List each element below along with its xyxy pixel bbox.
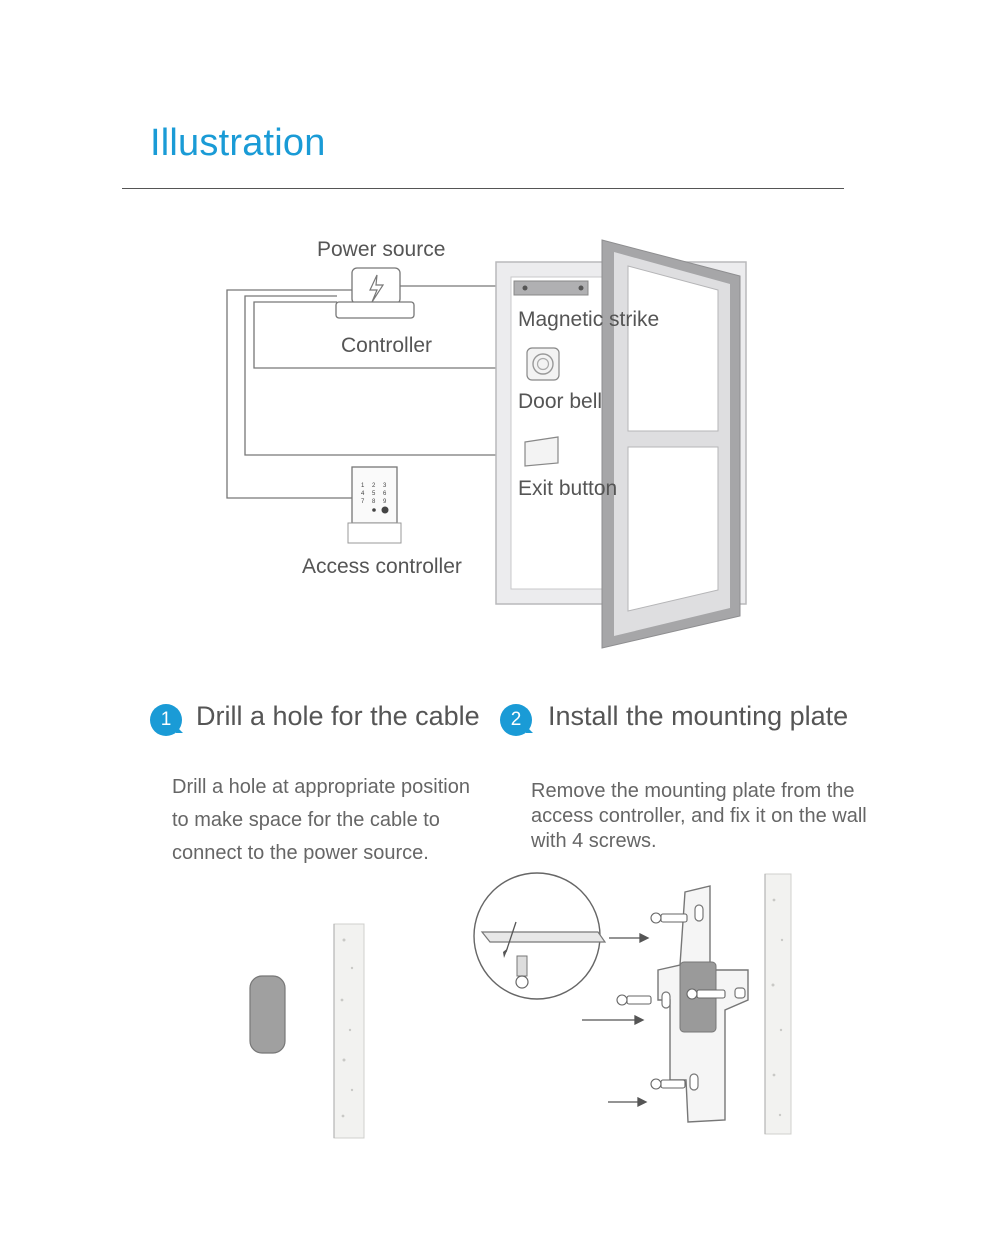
wire-exit-button <box>245 296 525 455</box>
step-2-body: Remove the mounting plate from the access controller, and fix it on the wall with 4 screws. <box>531 780 867 852</box>
cable-hole <box>250 976 285 1053</box>
step-1-body: Drill a hole at appropriate position to make space for the cable to connect to the power source. <box>172 776 470 864</box>
access-controller-device <box>348 467 401 543</box>
door-bell-device <box>527 348 559 380</box>
label-door-bell: Door bell <box>518 390 603 413</box>
controller-device <box>336 268 414 318</box>
power-source-box <box>352 268 400 304</box>
label-power-source: Power source <box>317 238 446 261</box>
step-1-title: Drill a hole for the cable <box>196 701 480 731</box>
door <box>496 240 746 648</box>
door-glass-lower <box>628 447 718 611</box>
keypad-key: 3 <box>383 483 387 489</box>
step-1-badge: 1 <box>150 704 182 736</box>
drill-hole-illustration <box>240 920 440 1140</box>
step-2-badge: 2 <box>500 704 532 736</box>
keypad-key: 1 <box>361 483 365 489</box>
page-title: Illustration <box>150 122 326 164</box>
door-glass-upper <box>628 266 718 431</box>
exit-button-device <box>525 437 558 466</box>
screw-icon <box>516 976 528 988</box>
keypad-key: 2 <box>372 483 376 489</box>
controller-base <box>336 302 414 318</box>
keypad-key: 9 <box>383 499 387 505</box>
wall-section <box>334 924 364 1138</box>
label-controller: Controller <box>341 334 433 357</box>
label-exit-button: Exit button <box>518 477 618 500</box>
keypad-key: 8 <box>372 499 376 505</box>
keypad-key: 6 <box>383 491 387 497</box>
keypad-key: 7 <box>361 499 365 505</box>
label-access-controller: Access controller <box>302 555 462 578</box>
wire-access-controller <box>227 290 352 498</box>
keypad-key: 4 <box>361 491 365 497</box>
step-2-title: Install the mounting plate <box>548 701 849 731</box>
keypad-key: 5 <box>372 491 376 497</box>
wall-section-right <box>765 874 791 1134</box>
mounting-plate-illustration <box>470 870 830 1140</box>
label-magnetic-strike: Magnetic strike <box>518 308 660 331</box>
